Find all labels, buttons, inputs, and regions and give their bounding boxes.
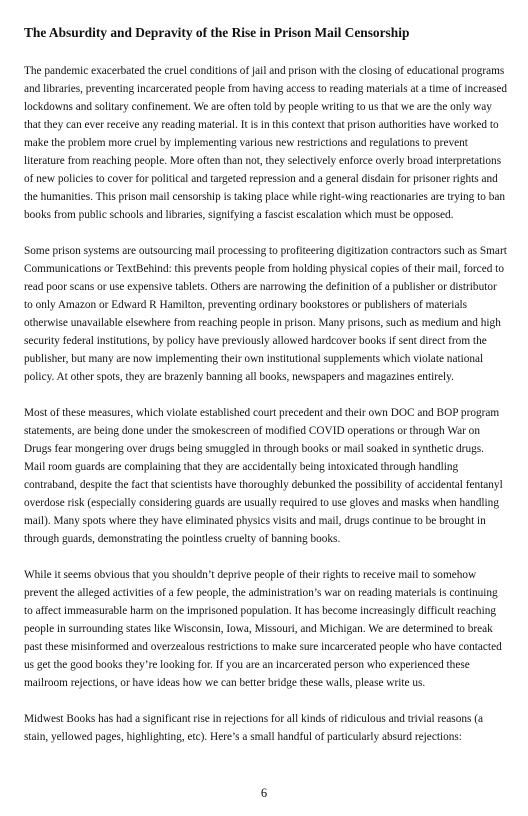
- article-title: The Absurdity and Depravity of the Rise in Prison Mail Censorship: [24, 25, 410, 40]
- paragraph: Midwest Books has had a significant rise in rejections for all kinds of ridiculous and trivial reasons (a stain, yellowed pages, highlighting, etc). Here’s a small handful of particularly absurd rejections:: [24, 713, 483, 743]
- paragraph: While it seems obvious that you shouldn’t deprive people of their rights to receive mail to somehow prevent the alleged activities of a few people, the administration’s war on reading materials is continuing to affect immeasurable harm on the imprisoned population. It has become increasingly difficult reaching people in surrounding states like Wisconsin, Iowa, Missouri, and Michigan. We are determined to break past these misinformed and overzealous restrictions to make sure incarcerated people who have contacted us get the good books they’re looking for. If you are an incarcerated person who experienced these mailroom rejections, or have ideas how we can better bridge these walls, please write us.: [24, 569, 502, 689]
- paragraph: Some prison systems are outsourcing mail processing to profiteering digitization contractors such as Smart Communications or TextBehind: this prevents people from holding physical copies of their mail, forced to read poor scans or use expensive tablets. Others are narrowing the definition of a publisher or distributor to only Amazon or Edward R Hamilton, preventing ordinary bookstores or publishers of materials otherwise unavailable elsewhere from reaching people in prison. Many prisons, such as medium and high security federal institutions, by policy have previously allowed hardcover books if sent direct from the publisher, but many are now implementing their own institutional supplements which violate national policy. At other spots, they are brazenly banning all books, newspapers and magazines entirely.: [24, 245, 507, 383]
- paragraph: The pandemic exacerbated the cruel conditions of jail and prison with the closing of educational programs and libraries, preventing incarcerated people from having access to reading materials at a time of increased lockdowns and solitary confinement. We are often told by people writing to us that we are the only way that they can ever receive any reading material. It is in this context that prison authorities have worked to make the problem more cruel by implementing various new restrictions and regulations to prevent literature from reaching people. More often than not, they selectively enforce overly broad interpretations of new policies to cover for political and targeted repression and a general disdain for prisoner rights and the humanities. This prison mail censorship is taking place while right-wing reactionaries are trying to ban books from public schools and libraries, signifying a fascist escalation which must be opposed.: [24, 65, 508, 221]
- document-page: [24, 24, 508, 764]
- paragraph: Most of these measures, which violate established court precedent and their own DOC and BOP program statements, are being done under the smokescreen of modified COVID operations or through War on Drugs fear mongering over drugs being smuggled in through books or mail soaked in synthetic drugs. Mail room guards are complaining that they are accidentally being intoxicated through handling contraband, despite the fact that scientists have thoroughly debunked the possibility of accidental fentanyl overdose risk (especially considering guards are usually required to use gloves and masks when handling mail). Many spots where they have eliminated physics visits and mail, drugs continue to be brought in through guards, demonstrating the pointless cruelty of banning books.: [24, 407, 503, 545]
- page-number: 6: [260, 786, 268, 800]
